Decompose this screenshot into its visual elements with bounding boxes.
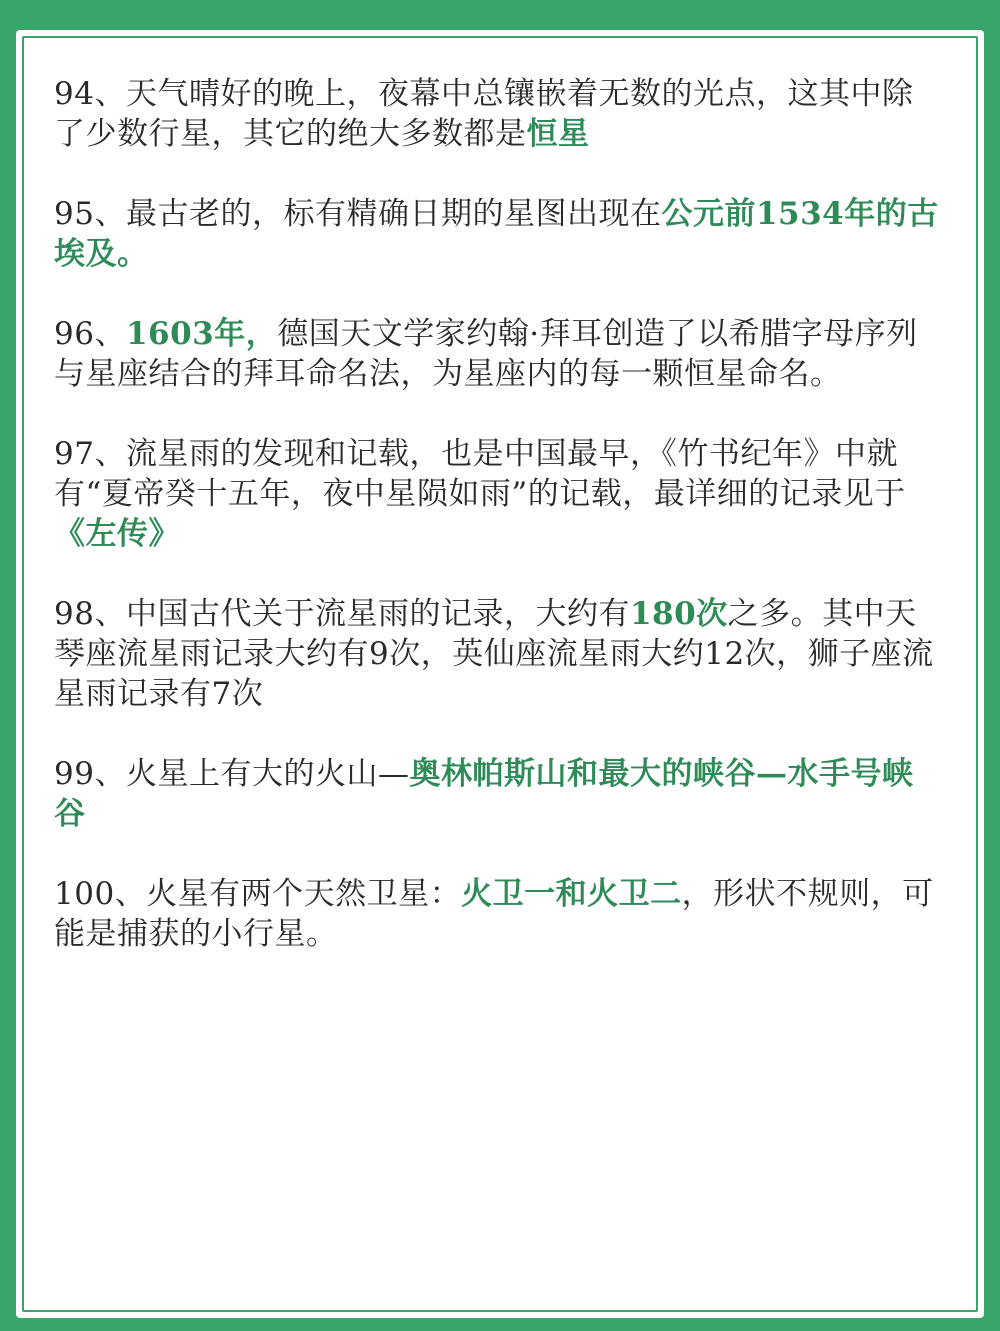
fact-text: 100、火星有两个天然卫星： — [54, 876, 462, 912]
fact-100 — [54, 874, 944, 954]
fact-text: 94、天气晴好的晚上，夜幕中总镶嵌着无数的光点，这其中除了少数行星，其它的绝大多数都是 — [54, 76, 914, 152]
fact-95 — [54, 194, 944, 274]
fact-96 — [54, 314, 944, 394]
fact-98 — [54, 594, 944, 714]
fact-text: 96、 — [54, 316, 126, 352]
fact-highlight: 火卫一和火卫二 — [461, 876, 682, 912]
fact-highlight: 奥林帕斯山和最大的峡谷—水手号峡谷 — [54, 756, 914, 832]
fact-highlight: 恒星 — [526, 116, 590, 152]
fact-text: 97、流星雨的发现和记载，也是中国最早，《竹书纪年》中就有“夏帝癸十五年，夜中星陨如雨”的记载，最详细的记录见于 — [54, 436, 906, 512]
fact-text: ，形状不规则，可能是捕获的小行星。 — [54, 876, 934, 952]
fact-list — [54, 74, 944, 994]
fact-text: 95、最古老的，标有精确日期的星图出现在 — [54, 196, 662, 232]
fact-highlight: 180次 — [629, 596, 728, 632]
fact-text: 98、中国古代关于流星雨的记录，大约有 — [54, 596, 630, 632]
fact-text: 99、火星上有大的火山— — [54, 756, 410, 792]
fact-text: 之多。其中天琴座流星雨记录大约有9次，英仙座流星雨大约12次，狮子座流星雨记录有7次 — [54, 596, 934, 712]
fact-99 — [54, 754, 944, 834]
fact-text: 德国天文学家约翰·拜耳创造了以希腊字母序列与星座结合的拜耳命名法，为星座内的每一颗恒星命名。 — [54, 316, 918, 392]
fact-highlight: 《左传》 — [54, 516, 180, 552]
fact-highlight: 公元前1534年的古埃及。 — [54, 196, 939, 272]
fact-94 — [54, 74, 944, 154]
fact-97 — [54, 434, 944, 554]
fact-highlight: 1603年， — [125, 316, 278, 352]
